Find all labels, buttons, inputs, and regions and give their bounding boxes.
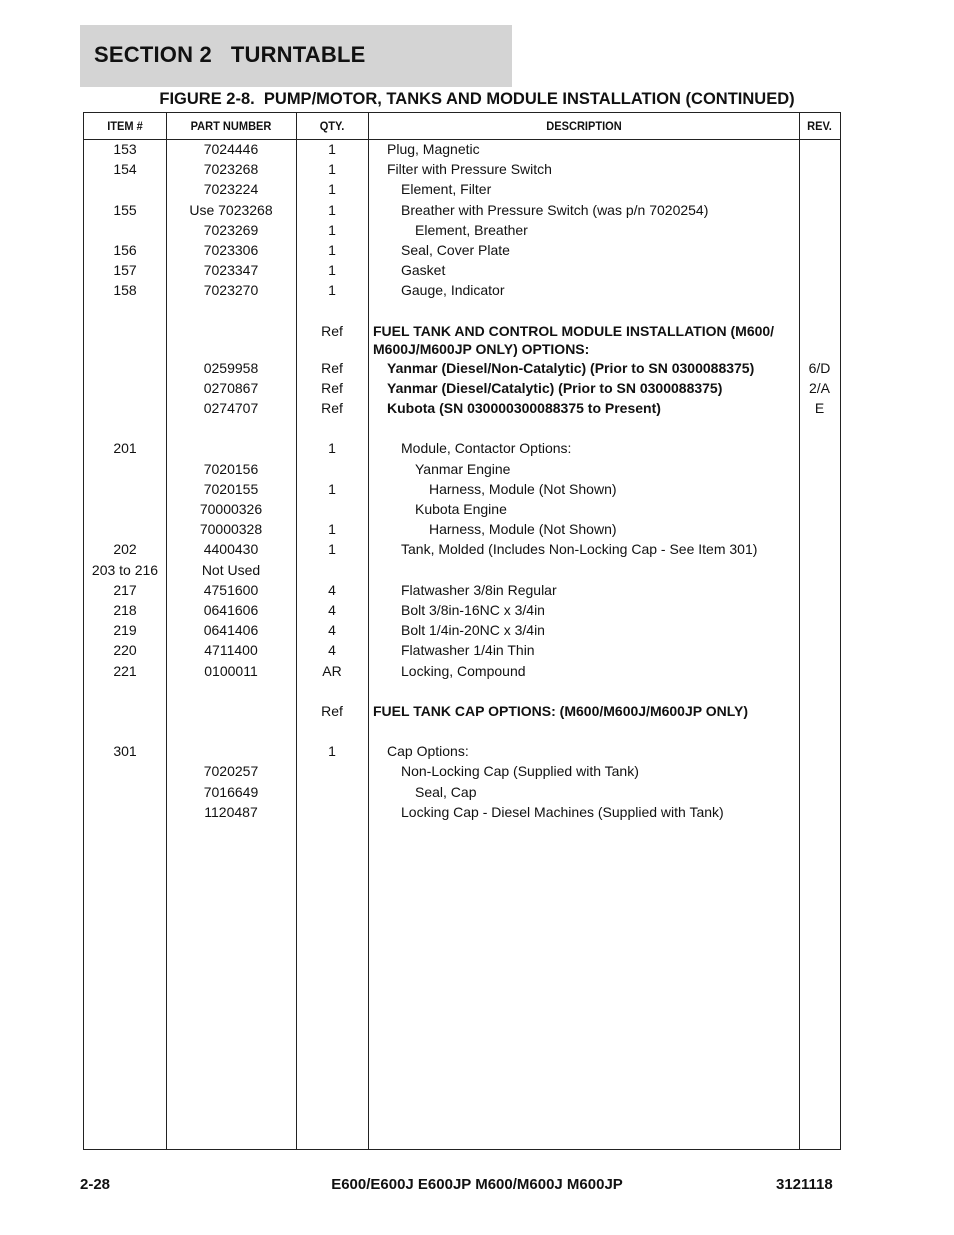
part-number-cell: 1120487 bbox=[204, 803, 258, 820]
description-cell: Kubota Engine bbox=[415, 501, 507, 517]
table-header bbox=[84, 113, 840, 140]
part-number-cell: 7020156 bbox=[203, 460, 259, 477]
qty-cell: Ref bbox=[321, 359, 343, 376]
model-list: E600/E600J E600JP M600/M600J M600JP bbox=[331, 1176, 623, 1193]
description-cell: Element, Filter bbox=[401, 181, 492, 198]
header-description: DESCRIPTION bbox=[546, 119, 622, 133]
part-number-cell: 7023269 bbox=[203, 221, 259, 238]
item-cell: 203 to 216 bbox=[91, 561, 159, 578]
part-number-cell: 7023224 bbox=[203, 181, 259, 198]
table-row bbox=[84, 460, 840, 480]
description-cell: Yanmar Engine bbox=[415, 460, 511, 477]
description-cell: Kubota (SN 030000300088375 to Present) bbox=[387, 400, 661, 417]
part-number-cell: 0641606 bbox=[203, 601, 259, 618]
table-row bbox=[84, 201, 840, 221]
qty-cell: 1 bbox=[328, 181, 336, 198]
item-cell: 153 bbox=[113, 141, 137, 157]
table-row bbox=[84, 742, 840, 762]
header-rev: REV. bbox=[807, 119, 832, 133]
qty-cell: AR bbox=[322, 662, 342, 679]
qty-cell: 1 bbox=[328, 743, 336, 760]
qty-cell: 4 bbox=[328, 601, 336, 618]
table-row bbox=[84, 160, 840, 180]
table-row bbox=[84, 783, 840, 803]
part-number-cell: 0270867 bbox=[203, 379, 259, 396]
table-row bbox=[84, 500, 840, 520]
description-cell: Locking Cap - Diesel Machines (Supplied with Tank) bbox=[401, 803, 724, 820]
part-number-cell: 0274707 bbox=[203, 400, 259, 417]
qty-cell: 1 bbox=[328, 141, 336, 157]
description-cell: Harness, Module (Not Shown) bbox=[429, 521, 617, 538]
table-row bbox=[84, 520, 840, 540]
rev-cell: 6/D bbox=[808, 359, 831, 376]
spacer-row bbox=[84, 722, 840, 742]
description-cell: FUEL TANK CAP OPTIONS: (M600/M600J/M600JP ONLY) bbox=[373, 702, 748, 719]
item-cell: 301 bbox=[113, 743, 137, 760]
part-number-cell: 7023270 bbox=[203, 282, 259, 299]
description-cell: FUEL TANK AND CONTROL MODULE INSTALLATION (M600/ M600J/M600JP ONLY) OPTIONS: bbox=[373, 322, 775, 357]
qty-cell: Ref bbox=[321, 400, 343, 417]
description-cell: Module, Contactor Options: bbox=[401, 440, 572, 457]
qty-cell: 4 bbox=[328, 642, 336, 659]
table-row bbox=[84, 641, 840, 661]
description-cell: Plug, Magnetic bbox=[387, 141, 480, 157]
item-cell: 217 bbox=[113, 581, 137, 598]
table-row bbox=[84, 762, 840, 782]
qty-cell: Ref bbox=[321, 702, 343, 719]
table-row bbox=[84, 399, 840, 419]
qty-cell: 1 bbox=[328, 241, 336, 258]
item-cell: 218 bbox=[113, 601, 137, 618]
part-number-cell: 0259958 bbox=[203, 359, 259, 376]
table-row bbox=[84, 281, 840, 301]
qty-cell: Ref bbox=[321, 379, 343, 396]
item-cell: 201 bbox=[113, 440, 137, 457]
qty-cell: 4 bbox=[328, 581, 336, 598]
item-cell: 221 bbox=[113, 662, 137, 679]
table-row bbox=[84, 561, 840, 581]
qty-cell: 1 bbox=[328, 221, 336, 238]
description-cell: Yanmar (Diesel/Non-Catalytic) (Prior to SN 0300088375) bbox=[387, 359, 755, 376]
item-cell: 155 bbox=[113, 201, 137, 218]
part-number-cell: 7023347 bbox=[203, 262, 259, 279]
table-row bbox=[84, 662, 840, 682]
qty-cell: 1 bbox=[328, 161, 336, 178]
header-part-number: PART NUMBER bbox=[190, 119, 272, 133]
description-cell: Bolt 3/8in-16NC x 3/4in bbox=[401, 601, 545, 618]
table-row bbox=[84, 621, 840, 641]
table-row bbox=[84, 540, 840, 560]
part-number-cell: 7024446 bbox=[203, 141, 259, 157]
description-cell: Element, Breather bbox=[415, 221, 528, 238]
qty-cell: Ref bbox=[321, 322, 343, 339]
table-body bbox=[84, 140, 840, 823]
table-row bbox=[84, 803, 840, 823]
description-cell: Filter with Pressure Switch bbox=[387, 161, 552, 178]
description-cell: Non-Locking Cap (Supplied with Tank) bbox=[401, 763, 639, 780]
description-cell: Breather with Pressure Switch (was p/n 7020254) bbox=[401, 201, 709, 218]
part-number-cell: 7016649 bbox=[203, 783, 259, 800]
part-number-cell: 7020257 bbox=[203, 763, 259, 780]
table-row bbox=[84, 581, 840, 601]
table-row bbox=[84, 480, 840, 500]
figure-title: FIGURE 2-8. PUMP/MOTOR, TANKS AND MODULE INSTALLATION (CONTINUED) bbox=[159, 90, 795, 108]
table-row bbox=[84, 379, 840, 399]
qty-cell: 1 bbox=[328, 541, 336, 558]
part-number-cell: 7020155 bbox=[203, 480, 259, 497]
description-cell: Flatwasher 3/8in Regular bbox=[401, 581, 557, 598]
description-cell: Seal, Cap bbox=[415, 783, 477, 800]
header-qty: QTY. bbox=[319, 119, 345, 133]
item-cell: 156 bbox=[113, 241, 137, 258]
description-cell: Gauge, Indicator bbox=[401, 282, 505, 299]
parts-table bbox=[83, 112, 841, 1150]
table-row bbox=[84, 180, 840, 200]
qty-cell: 1 bbox=[328, 282, 336, 299]
table-row bbox=[84, 241, 840, 261]
qty-cell: 1 bbox=[328, 262, 336, 279]
description-cell: Gasket bbox=[401, 262, 446, 279]
description-cell: Flatwasher 1/4in Thin bbox=[401, 642, 535, 659]
item-cell: 220 bbox=[113, 642, 137, 659]
rev-cell: 2/A bbox=[808, 379, 830, 396]
part-number-cell: 4400430 bbox=[203, 541, 259, 558]
qty-cell: 1 bbox=[328, 521, 336, 538]
table-row bbox=[84, 359, 840, 379]
item-cell: 219 bbox=[113, 622, 137, 639]
description-cell: Locking, Compound bbox=[401, 662, 526, 679]
section-header bbox=[80, 25, 512, 87]
spacer-row bbox=[84, 682, 840, 702]
description-cell: Harness, Module (Not Shown) bbox=[429, 480, 617, 497]
qty-cell: 1 bbox=[328, 201, 336, 218]
part-number-cell: 7023306 bbox=[203, 241, 259, 258]
item-cell: 157 bbox=[113, 262, 137, 279]
part-number-cell: Use 7023268 bbox=[189, 201, 273, 218]
spacer-row bbox=[84, 419, 840, 439]
part-number-cell: 4711400 bbox=[204, 642, 258, 659]
part-number-cell: 70000326 bbox=[199, 501, 263, 517]
spacer-row bbox=[84, 302, 840, 322]
page-number: 2-28 bbox=[80, 1176, 111, 1193]
section-title: SECTION 2 TURNTABLE bbox=[94, 42, 366, 67]
item-cell: 202 bbox=[113, 541, 137, 558]
description-cell: Yanmar (Diesel/Catalytic) (Prior to SN 0300088375) bbox=[387, 379, 723, 396]
part-number-cell: 4751600 bbox=[203, 581, 259, 598]
table-row bbox=[84, 601, 840, 621]
rev-cell: E bbox=[814, 400, 825, 417]
table-row bbox=[84, 140, 840, 160]
item-cell: 154 bbox=[113, 161, 137, 178]
part-number-cell: 0100011 bbox=[204, 662, 258, 679]
qty-cell: 1 bbox=[328, 480, 336, 497]
part-number-cell: 7023268 bbox=[203, 161, 259, 178]
description-cell: Cap Options: bbox=[387, 743, 469, 760]
qty-cell: 1 bbox=[328, 440, 336, 457]
document-number: 3121118 bbox=[776, 1176, 833, 1193]
description-cell: Bolt 1/4in-20NC x 3/4in bbox=[401, 622, 545, 639]
part-number-cell: 0641406 bbox=[203, 622, 259, 639]
description-cell: Tank, Molded (Includes Non-Locking Cap - See Item 301) bbox=[401, 541, 758, 558]
part-number-cell: 70000328 bbox=[199, 521, 263, 538]
item-cell: 158 bbox=[113, 282, 137, 299]
table-row bbox=[84, 439, 840, 459]
table-row bbox=[84, 702, 840, 722]
part-number-cell: Not Used bbox=[201, 561, 261, 578]
header-item: ITEM # bbox=[107, 119, 143, 133]
description-cell: Seal, Cover Plate bbox=[401, 241, 510, 258]
qty-cell: 4 bbox=[328, 622, 336, 639]
table-row bbox=[84, 261, 840, 281]
table-row bbox=[84, 322, 840, 359]
table-row bbox=[84, 221, 840, 241]
